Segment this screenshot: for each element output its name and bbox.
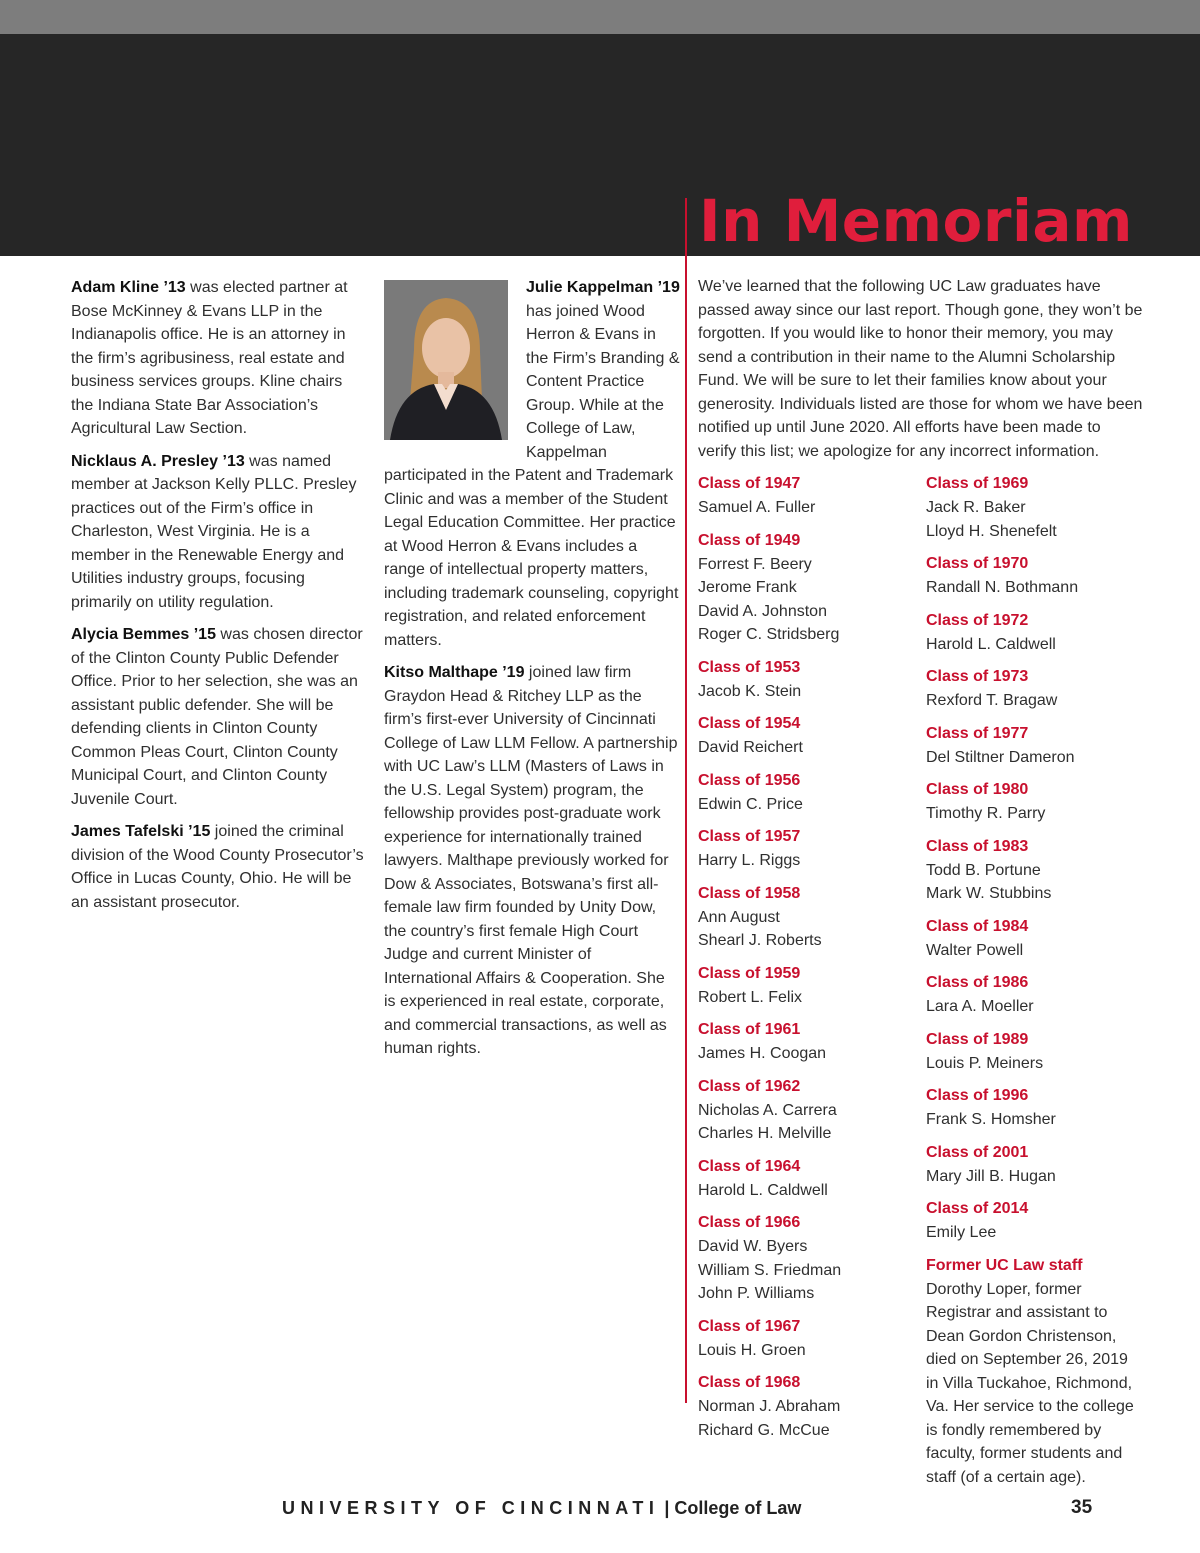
class-label: Class of 1968 <box>698 1374 801 1391</box>
class-group <box>698 1018 913 1066</box>
deceased-name: Mark W. Stubbins <box>926 885 1052 902</box>
alumni-name: Nicklaus A. Presley ’13 <box>71 452 245 470</box>
deceased-name: Louis P. Meiners <box>926 1054 1044 1072</box>
class-group <box>926 1254 1136 1490</box>
class-label: Class of 1953 <box>698 658 801 676</box>
class-label: Class of 1967 <box>698 1317 801 1335</box>
class-group <box>698 712 913 760</box>
deceased-name: Lara A. Moeller <box>926 998 1034 1015</box>
class-label: Class of 1980 <box>926 781 1029 798</box>
alumni-note <box>384 661 680 1061</box>
class-group <box>698 882 913 953</box>
class-group <box>926 971 1136 1019</box>
class-group <box>698 1315 913 1363</box>
class-label: Class of 1959 <box>698 964 801 982</box>
deceased-name: David W. Byers <box>698 1238 808 1255</box>
deceased-name: Jack R. Baker <box>926 499 1026 516</box>
alumni-name: Alycia Bemmes ’15 <box>71 626 216 643</box>
class-group <box>926 1028 1136 1076</box>
deceased-name: Roger C. Stridsberg <box>698 626 840 643</box>
class-group <box>698 962 913 1010</box>
class-group <box>926 722 1136 770</box>
class-group <box>698 1075 913 1146</box>
alumni-text: has joined Wood Herron & Evans in the Firm’s Branding & Content Practice Group. While at the College of Law, Kappelman participated in the Patent and Trademark Clinic and was a member of the Student Legal Education Committee. Her practice at Wood Herron & Evans includes a range of intellectual property matters, including trademark counseling, copyright registration, and related enforcement matters. <box>384 302 680 649</box>
alumni-text: was elected partner at Bose McKinney & Evans LLP in the Indianapolis office. He is an attorney in the firm’s agribusiness, real estate and business services groups. Kline chairs the Indiana State Bar Association’s Agricultural Law Section. <box>71 279 348 437</box>
deceased-name: Shearl J. Roberts <box>698 932 822 949</box>
deceased-name: Mary Jill B. Hugan <box>926 1167 1056 1185</box>
memoriam-list-column-2 <box>926 472 1136 1498</box>
footer-separator: | <box>659 1498 675 1518</box>
deceased-name: Forrest F. Beery <box>698 555 812 573</box>
deceased-name: Frank S. Homsher <box>926 1111 1056 1128</box>
class-label: Class of 1977 <box>926 724 1029 742</box>
deceased-name: Randall N. Bothmann <box>926 579 1079 596</box>
alumni-text: was named member at Jackson Kelly PLLC. Presley practices out of the Firm’s office in Charleston, West Virginia. He is a member in the Renewable Energy and Utilities industry groups, focusing primarily on utility regulation. <box>71 452 357 611</box>
deceased-name: Timothy R. Parry <box>926 805 1046 822</box>
class-label: Class of 1986 <box>926 974 1029 991</box>
memoriam-intro-text: We’ve learned that the following UC Law graduates have passed away since our last report. Though gone, they won’t be forgotten. If you would like to honor their memory, you may send a contribution in their name to the Alumni Scholarship Fund. We will be sure to let their families know about your generosity. Individuals listed are those for whom we have been notified up until June 2020. All efforts have been made to verify this list; we apologize for any incorrect information. <box>698 278 1143 460</box>
page-title: In Memoriam <box>699 187 1133 255</box>
deceased-name: Todd B. Portune <box>926 861 1041 879</box>
deceased-name: David A. Johnston <box>698 602 827 620</box>
alumni-text: joined the criminal division of the Wood County Prosecutor’s Office in Lucas County, Ohio. He will be an assistant prosecutor. <box>71 823 364 911</box>
alumni-notes-column-1 <box>71 276 366 923</box>
deceased-name: Emily Lee <box>926 1224 997 1241</box>
class-label: Former UC Law staff <box>926 1256 1083 1274</box>
class-group <box>926 665 1136 713</box>
alumni-name: James Tafelski ’15 <box>71 823 211 840</box>
class-label: Class of 1983 <box>926 837 1029 855</box>
class-label: Class of 1973 <box>926 668 1029 685</box>
deceased-name: Dorothy Loper, former Registrar and assistant to Dean Gordon Christenson, died on September 26, 2019 in Villa Tuckahoe, Richmond, Va. Her service to the college is fondly remembered by faculty, former students and staff (of a certain age). <box>926 1280 1134 1486</box>
top-gray-strip <box>0 0 1200 34</box>
deceased-name: John P. Williams <box>698 1285 815 1302</box>
class-group <box>698 1211 913 1306</box>
deceased-name: Nicholas A. Carrera <box>698 1101 837 1119</box>
class-label: Class of 1970 <box>926 555 1029 572</box>
deceased-name: Louis H. Groen <box>698 1341 806 1359</box>
class-group <box>698 825 913 873</box>
deceased-name: Walter Powell <box>926 941 1024 959</box>
alumni-name: Adam Kline ’13 <box>71 279 186 296</box>
class-label: Class of 1957 <box>698 828 801 845</box>
deceased-name: Harold L. Caldwell <box>698 1181 828 1199</box>
alumni-text: was chosen director of the Clinton County Public Defender Office. Prior to her selection, she was an assistant public defender. She will be defending clients in Clinton County Common Pleas Court, Clinton County Municipal Court, and Clinton County Juvenile Court. <box>71 626 363 808</box>
alumni-notes-column-2 <box>384 276 680 1070</box>
class-label: Class of 1954 <box>698 715 801 732</box>
class-label: Class of 1984 <box>926 917 1029 935</box>
deceased-name: Ann August <box>698 908 780 926</box>
class-label: Class of 1964 <box>698 1157 801 1175</box>
class-label: Class of 1958 <box>698 884 801 902</box>
class-label: Class of 1947 <box>698 475 801 492</box>
footer-university: UNIVERSITY OF CINCINNATI <box>282 1498 660 1518</box>
alumni-note <box>71 623 366 811</box>
class-group <box>926 1084 1136 1132</box>
deceased-name: Lloyd H. Shenefelt <box>926 522 1057 540</box>
deceased-name: Samuel A. Fuller <box>698 499 816 516</box>
alumni-note <box>71 276 366 441</box>
class-label: Class of 1956 <box>698 771 801 789</box>
class-label: Class of 1961 <box>698 1021 801 1038</box>
deceased-name: Richard G. McCue <box>698 1421 830 1439</box>
alumni-name: Julie Kappelman ’19 <box>526 279 680 296</box>
alumni-note <box>71 820 366 914</box>
class-label: Class of 1966 <box>698 1214 801 1231</box>
alumni-note <box>71 450 366 615</box>
class-group <box>926 1141 1136 1189</box>
column-divider-rule <box>685 198 687 1403</box>
footer-college: College of Law <box>674 1498 802 1518</box>
class-group <box>698 472 913 520</box>
deceased-name: Robert L. Felix <box>698 988 803 1006</box>
class-label: Class of 2001 <box>926 1143 1029 1161</box>
deceased-name: Jerome Frank <box>698 579 797 596</box>
deceased-name: William S. Friedman <box>698 1261 842 1279</box>
deceased-name: Charles H. Melville <box>698 1125 832 1142</box>
deceased-name: Norman J. Abraham <box>698 1398 841 1415</box>
alumni-name: Kitso Malthape ’19 <box>384 664 525 681</box>
portrait-photo <box>384 280 508 440</box>
class-group <box>698 769 913 817</box>
class-label: Class of 2014 <box>926 1200 1029 1217</box>
class-group <box>926 778 1136 826</box>
deceased-name: Del Stiltner Dameron <box>926 748 1075 766</box>
class-group <box>926 552 1136 600</box>
portrait-illustration <box>384 280 508 440</box>
class-group <box>698 1371 913 1442</box>
class-group <box>926 472 1136 543</box>
class-group <box>698 529 913 647</box>
class-group <box>698 1155 913 1203</box>
alumni-text: joined law firm Graydon Head & Ritchey LLP as the firm’s first-ever University of Cincinnati College of Law LLM Fellow. A partnership with UC Law’s LLM (Masters of Laws in the U.S. Legal System) program, the fellowship provides post-graduate work experience for internationally trained lawyers. Malthape previously worked for Dow & Associates, Botswana’s first all-female law firm founded by Unity Dow, the country’s first female High Court Judge and current Minister of International Affairs & Cooperation. She is experienced in real estate, corporate, and commercial transactions, as well as human rights. <box>384 664 678 1057</box>
class-group <box>926 1197 1136 1245</box>
class-label: Class of 1996 <box>926 1087 1029 1104</box>
deceased-name: Harry L. Riggs <box>698 852 801 869</box>
memoriam-list-column-1 <box>698 472 913 1451</box>
class-label: Class of 1969 <box>926 475 1029 492</box>
deceased-name: Rexford T. Bragaw <box>926 692 1058 709</box>
class-group <box>926 609 1136 657</box>
deceased-name: David Reichert <box>698 739 803 756</box>
deceased-name: Harold L. Caldwell <box>926 635 1056 653</box>
deceased-name: Jacob K. Stein <box>698 682 802 700</box>
page-number: 35 <box>1071 1497 1093 1518</box>
class-label: Class of 1949 <box>698 531 801 549</box>
class-label: Class of 1989 <box>926 1030 1029 1048</box>
class-group <box>698 656 913 704</box>
footer <box>282 1494 801 1522</box>
class-group <box>926 915 1136 963</box>
deceased-name: Edwin C. Price <box>698 795 803 813</box>
class-label: Class of 1962 <box>698 1077 801 1095</box>
memoriam-intro <box>698 275 1143 472</box>
class-label: Class of 1972 <box>926 611 1029 629</box>
deceased-name: James H. Coogan <box>698 1045 827 1062</box>
class-group <box>926 835 1136 906</box>
